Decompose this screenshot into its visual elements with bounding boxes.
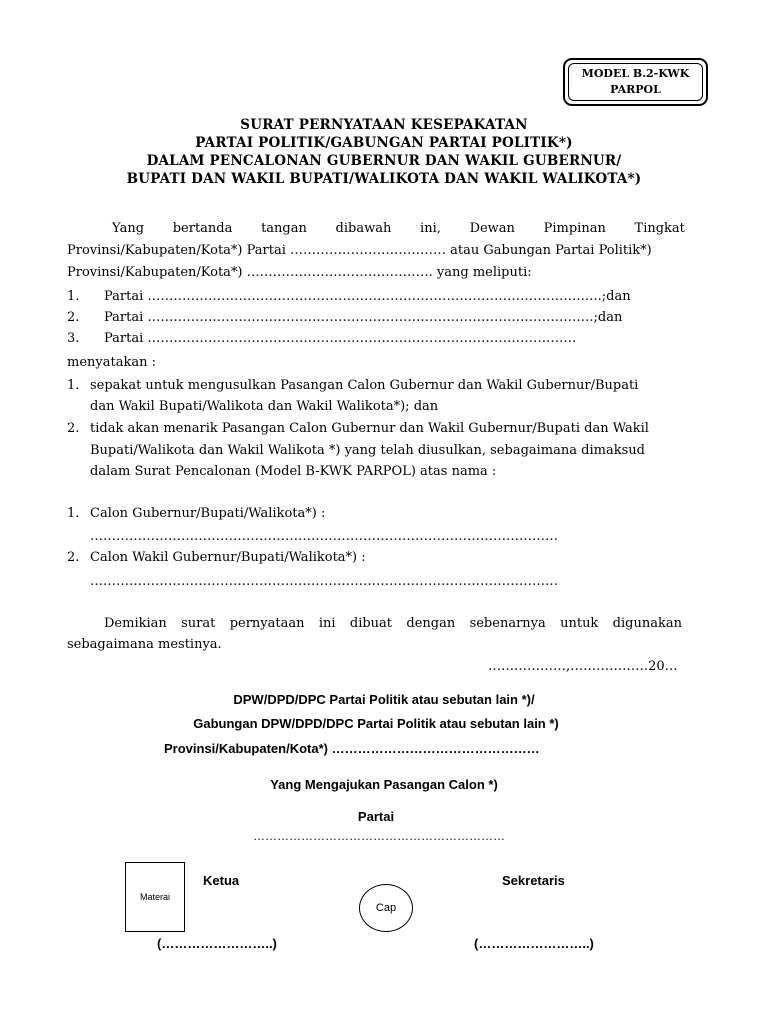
- closing-word: untuk: [560, 616, 599, 631]
- signature-region-line: Provinsi/Kabupaten/Kota*) …………………………………………: [164, 741, 540, 756]
- materai-label: Materai: [139, 892, 170, 902]
- intro-line3: Provinsi/Kabupaten/Kota*) ……………………………………. yang meliputi:: [67, 265, 532, 280]
- model-label-line2: PARPOL: [610, 83, 661, 96]
- party-number: 2.: [67, 310, 80, 325]
- statement-line: dan Wakil Bupati/Walikota dan Wakil Walikota*); dan: [90, 399, 439, 414]
- cap-stamp-circle: [359, 884, 413, 932]
- closing-word: digunakan: [612, 616, 682, 631]
- candidate-dots: ………………………………………………………………………………………………: [90, 529, 558, 544]
- intro-word: ini,: [420, 221, 441, 236]
- document-title-line1: SURAT PERNYATAAN KESEPAKATAN: [240, 117, 528, 133]
- closing-word: Demikian: [104, 616, 167, 631]
- intro-word: Yang: [112, 221, 145, 236]
- party-line: Partai ………………………………………………………………………………………….;dan: [104, 310, 623, 325]
- intro-line1: [112, 221, 685, 236]
- party-number: 3.: [67, 331, 80, 346]
- intro-word: dibawah: [335, 221, 392, 236]
- document-title-line4: BUPATI DAN WAKIL BUPATI/WALIKOTA DAN WAKIL WALIKOTA*): [126, 171, 642, 187]
- signature-org-line2: Gabungan DPW/DPD/DPC Partai Politik atau sebutan lain *): [193, 716, 559, 731]
- statement-line: Bupati/Walikota dan Wakil Walikota *) yang telah diusulkan, sebagaimana dimaksud: [90, 443, 645, 458]
- document-title-line2: PARTAI POLITIK/GABUNGAN PARTAI POLITIK*): [195, 135, 573, 151]
- closing-word: surat: [181, 616, 216, 631]
- model-label-inner: [568, 63, 703, 101]
- party-line: Partai ………………………………………………………………………………………: [104, 331, 577, 346]
- closing-word: sebenarnya: [469, 616, 546, 631]
- intro-word: tangan: [261, 221, 307, 236]
- ketua-name-placeholder: (……………………..): [157, 936, 277, 951]
- partai-name-dots: ………………………………………………………: [253, 829, 505, 843]
- proposer-label: Yang Mengajukan Pasangan Calon *): [270, 777, 498, 792]
- closing-word: ini: [318, 616, 336, 631]
- statement-number: 2.: [67, 421, 80, 436]
- cap-label: Cap: [375, 902, 397, 914]
- partai-label: Partai: [357, 809, 395, 824]
- sekretaris-name-placeholder: (……………………..): [474, 936, 594, 951]
- closing-line2: sebagaimana mestinya.: [67, 637, 222, 652]
- statement-line: tidak akan menarik Pasangan Calon Gubernur dan Wakil Gubernur/Bupati dan Wakil: [90, 421, 649, 436]
- model-label-line1: MODEL B.2-KWK: [581, 67, 690, 80]
- statement-line: sepakat untuk mengusulkan Pasangan Calon Gubernur dan Wakil Gubernur/Bupati: [90, 378, 639, 393]
- menyatakan-label: menyatakan :: [67, 355, 156, 370]
- candidate-label: Calon Gubernur/Bupati/Walikota*) :: [90, 506, 326, 521]
- intro-word: Tingkat: [634, 221, 685, 236]
- model-label-box: [563, 58, 708, 106]
- candidate-number: 1.: [67, 506, 80, 521]
- signature-org-line1: DPW/DPD/DPC Partai Politik atau sebutan lain *)/: [233, 692, 535, 707]
- materai-box: [125, 862, 185, 932]
- closing-word: dengan: [406, 616, 456, 631]
- intro-word: Pimpinan: [543, 221, 606, 236]
- intro-word: bertanda: [172, 221, 233, 236]
- closing-word: dibuat: [349, 616, 393, 631]
- candidate-label: Calon Wakil Gubernur/Bupati/Walikota*) :: [90, 550, 366, 565]
- document-title-line3: DALAM PENCALONAN GUBERNUR DAN WAKIL GUBERNUR/: [146, 153, 622, 169]
- statement-line: dalam Surat Pencalonan (Model B-KWK PARPOL) atas nama :: [90, 464, 497, 479]
- statement-number: 1.: [67, 378, 80, 393]
- candidate-dots: ………………………………………………………………………………………………: [90, 574, 558, 589]
- closing-word: pernyataan: [229, 616, 305, 631]
- ketua-label: Ketua: [203, 873, 240, 888]
- intro-word: Dewan: [469, 221, 515, 236]
- sekretaris-label: Sekretaris: [502, 873, 565, 888]
- party-number: 1.: [67, 289, 80, 304]
- date-line: ………………,………………20…: [488, 659, 678, 674]
- party-line: Partai ……………………………………………………………………………………….…..;dan: [104, 289, 631, 304]
- intro-line2: Provinsi/Kabupaten/Kota*) Partai ……………………………… atau Gabungan Partai Politik*): [67, 243, 652, 258]
- candidate-number: 2.: [67, 550, 80, 565]
- closing-line1: [104, 616, 682, 631]
